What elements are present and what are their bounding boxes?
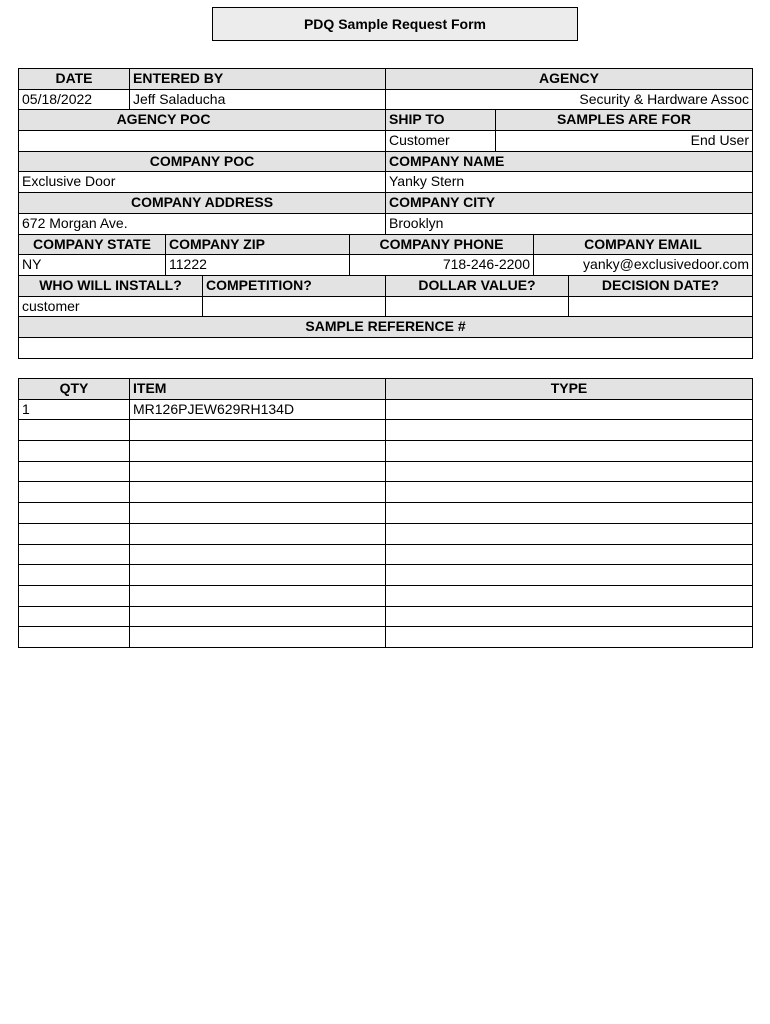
item-cell-qty[interactable] (18, 564, 130, 586)
item-cell-item[interactable] (129, 481, 386, 503)
item-cell-qty[interactable] (18, 419, 130, 441)
item-cell-item[interactable] (129, 585, 386, 607)
company-phone-field[interactable]: 718-246-2200 (349, 254, 534, 277)
who-install-label: WHO WILL INSTALL? (18, 275, 203, 298)
competition-field[interactable] (202, 296, 386, 319)
item-cell-qty[interactable]: 1 (18, 399, 130, 421)
company-address-label: COMPANY ADDRESS (18, 192, 386, 214)
item-cell-type[interactable] (385, 440, 753, 462)
items-table (18, 378, 752, 647)
ship-to-label: SHIP TO (385, 109, 496, 131)
company-phone-label: COMPANY PHONE (349, 234, 534, 257)
company-name-field[interactable]: Yanky Stern (385, 171, 753, 193)
item-cell-qty[interactable] (18, 502, 130, 524)
item-cell-item[interactable] (129, 461, 386, 483)
company-email-label: COMPANY EMAIL (533, 234, 753, 257)
item-cell-type[interactable] (385, 606, 753, 628)
samples-for-label: SAMPLES ARE FOR (495, 109, 753, 131)
item-cell-qty[interactable] (18, 481, 130, 503)
agency-field[interactable]: Security & Hardware Assoc (385, 89, 753, 111)
entered-by-field[interactable]: Jeff Saladucha (129, 89, 386, 111)
item-cell-item[interactable] (129, 440, 386, 462)
item-cell-type[interactable] (385, 399, 753, 421)
agency-label: AGENCY (385, 68, 753, 90)
company-email-field[interactable]: yanky@exclusivedoor.com (533, 254, 753, 277)
item-cell-qty[interactable] (18, 523, 130, 545)
item-cell-item[interactable]: MR126PJEW629RH134D (129, 399, 386, 421)
item-cell-item[interactable] (129, 564, 386, 586)
item-cell-type[interactable] (385, 419, 753, 441)
item-cell-item[interactable] (129, 502, 386, 524)
type-header: TYPE (385, 378, 753, 400)
ship-to-field[interactable]: Customer (385, 130, 496, 152)
sample-ref-field[interactable] (18, 337, 753, 359)
date-field[interactable]: 05/18/2022 (18, 89, 130, 111)
item-cell-type[interactable] (385, 544, 753, 566)
item-cell-qty[interactable] (18, 606, 130, 628)
decision-date-label: DECISION DATE? (568, 275, 753, 298)
item-cell-type[interactable] (385, 626, 753, 648)
item-cell-type[interactable] (385, 564, 753, 586)
dollar-value-field[interactable] (385, 296, 569, 319)
who-install-field[interactable]: customer (18, 296, 203, 319)
company-city-label: COMPANY CITY (385, 192, 753, 214)
company-poc-label: COMPANY POC (18, 151, 386, 173)
item-cell-item[interactable] (129, 419, 386, 441)
item-header: ITEM (129, 378, 386, 400)
decision-date-field[interactable] (568, 296, 753, 319)
item-cell-type[interactable] (385, 523, 753, 545)
request-form (18, 68, 752, 358)
sales-row-values (18, 296, 753, 318)
sample-ref-label: SAMPLE REFERENCE # (18, 316, 753, 338)
samples-for-field[interactable]: End User (495, 130, 753, 152)
item-cell-type[interactable] (385, 585, 753, 607)
form-title: PDQ Sample Request Form (212, 7, 578, 41)
contact-row-labels (18, 234, 753, 256)
item-cell-item[interactable] (129, 626, 386, 648)
item-cell-qty[interactable] (18, 585, 130, 607)
company-zip-label: COMPANY ZIP (165, 234, 350, 257)
item-cell-item[interactable] (129, 544, 386, 566)
company-poc-field[interactable]: Exclusive Door (18, 171, 386, 193)
competition-label: COMPETITION? (202, 275, 386, 298)
company-city-field[interactable]: Brooklyn (385, 213, 753, 235)
company-name-label: COMPANY NAME (385, 151, 753, 173)
agency-poc-field[interactable] (18, 130, 386, 152)
item-cell-qty[interactable] (18, 440, 130, 462)
item-cell-type[interactable] (385, 481, 753, 503)
item-cell-type[interactable] (385, 461, 753, 483)
entered-by-label: ENTERED BY (129, 68, 386, 90)
dollar-value-label: DOLLAR VALUE? (385, 275, 569, 298)
qty-header: QTY (18, 378, 130, 400)
sales-row-labels (18, 275, 753, 297)
item-cell-qty[interactable] (18, 544, 130, 566)
company-zip-field[interactable]: 11222 (165, 254, 350, 277)
item-cell-type[interactable] (385, 502, 753, 524)
company-state-label: COMPANY STATE (18, 234, 166, 257)
item-cell-qty[interactable] (18, 461, 130, 483)
contact-row-values (18, 254, 753, 276)
item-cell-item[interactable] (129, 606, 386, 628)
item-cell-qty[interactable] (18, 626, 130, 648)
item-cell-item[interactable] (129, 523, 386, 545)
date-label: DATE (18, 68, 130, 90)
company-address-field[interactable]: 672 Morgan Ave. (18, 213, 386, 235)
agency-poc-label: AGENCY POC (18, 109, 386, 131)
company-state-field[interactable]: NY (18, 254, 166, 277)
